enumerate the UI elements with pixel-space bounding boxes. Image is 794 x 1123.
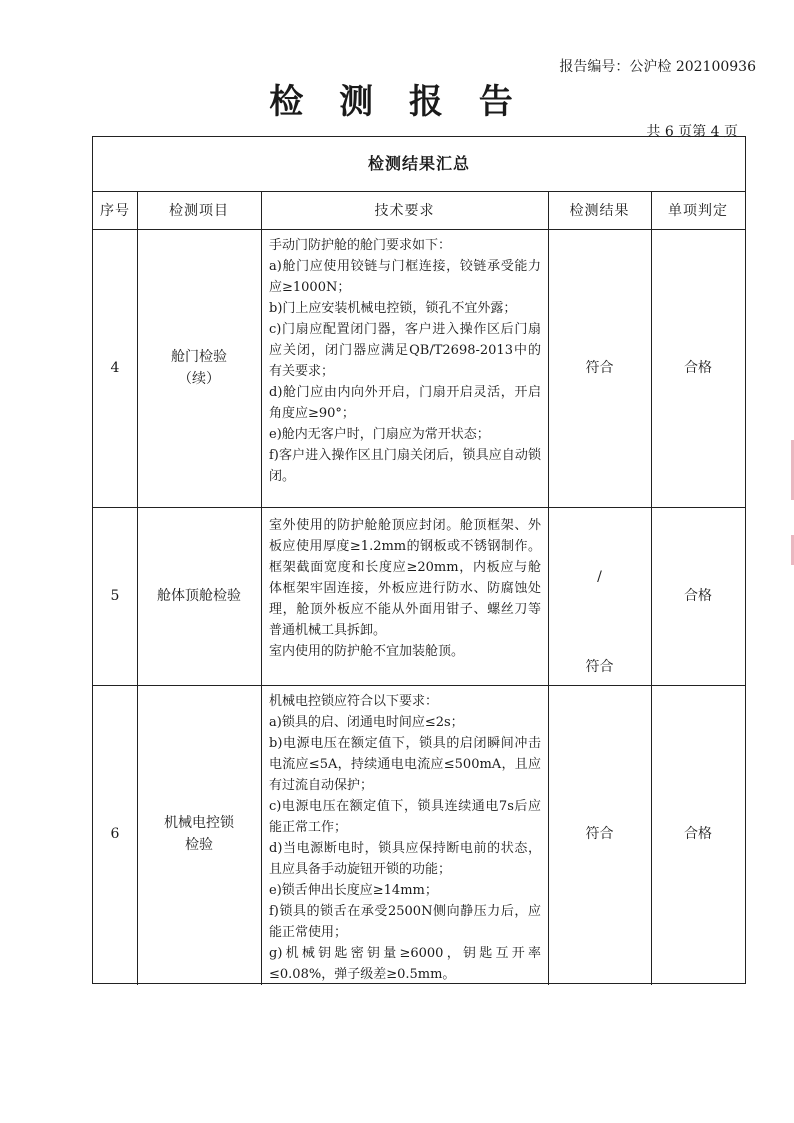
technical-requirement: 室外使用的防护舱舱顶应封闭。舱顶框架、外板应使用厚度≥1.2mm的钢板或不锈钢制作。框架截面宽度和长度应≥20mm，内板应与舱体框架牢固连接，外板应进行防水、防腐蚀处理，舱顶外板应不能从外面用钳子、螺丝刀等普通机械工具拆卸。 室内使用的防护舱不宜加装舱顶。 [269,518,541,659]
technical-requirement: 机械电控锁应符合以下要求： a)锁具的启、闭通电时间应≤2s； b)电源电压在额定值下，锁具的启闭瞬间冲击电流应≤5A，持续通电电流应≤500mA，且应有过流自动保护； c)电源电压在额定值下，锁具连续通电7s后应能正常工作； d)当电源断电时，锁具应保持断电前的状态，且应具备手动旋钮开锁的功能； e)锁舌伸出长度应≥14mm； f)锁具的锁舌在承受2500N侧向静压力后，应能正常使用； g)机械钥匙密钥量≥6000，钥匙互开率≤0.08%，弹子级差≥0.5mm。 [269,694,541,982]
table-title: 检测结果汇总 [367,154,470,173]
col-header-verdict: 单项判定 [668,203,728,219]
row-number: 5 [110,588,120,604]
item-name-line: 舱门检验 [171,349,227,365]
verdict: 合格 [684,588,712,604]
document-title: 检 测 报 告 [269,82,525,122]
col-header-requirement: 技术要求 [374,203,435,219]
item-name [137,685,261,983]
test-result: 符合 [585,826,614,842]
item-name-line: 检验 [185,837,213,853]
report-number: 报告编号：公沪检 202100936 [559,59,756,75]
item-name [137,229,261,507]
col-header-no: 序号 [100,203,130,219]
results-summary-table [92,136,746,984]
verdict: 合格 [684,360,712,376]
technical-requirement: 手动门防护舱的舱门要求如下： a)舱门应使用铰链与门框连接，铰链承受能力应≥1000N； b)门上应安装机械电控锁，锁孔不宜外露； c)门扇应配置闭门器，客户进入操作区后门扇应关闭，闭门器应满足QB/T2698-2013中的有关要求； d)舱门应由内向外开启，门扇开启灵活，开启角度应≥90°； e)舱内无客户时，门扇应为常开状态； f)客户进入操作区且门扇关闭后，锁具应自动锁闭。 [269,238,541,484]
test-result: 符合 [585,360,614,376]
divider [261,191,262,985]
item-name-line: （续） [178,371,220,387]
verdict: 合格 [684,826,712,842]
item-name: 舱体顶舱检验 [157,588,241,604]
page-indicator: 共 6 页第 4 页 [646,124,738,140]
row-number: 6 [110,826,120,842]
test-result-outdoor: / [597,569,602,585]
row-number: 4 [110,360,120,376]
col-header-item: 检测项目 [169,203,229,219]
test-result-indoor: 符合 [585,659,614,675]
item-name-line: 机械电控锁 [164,815,234,831]
col-header-result: 检测结果 [569,203,630,219]
